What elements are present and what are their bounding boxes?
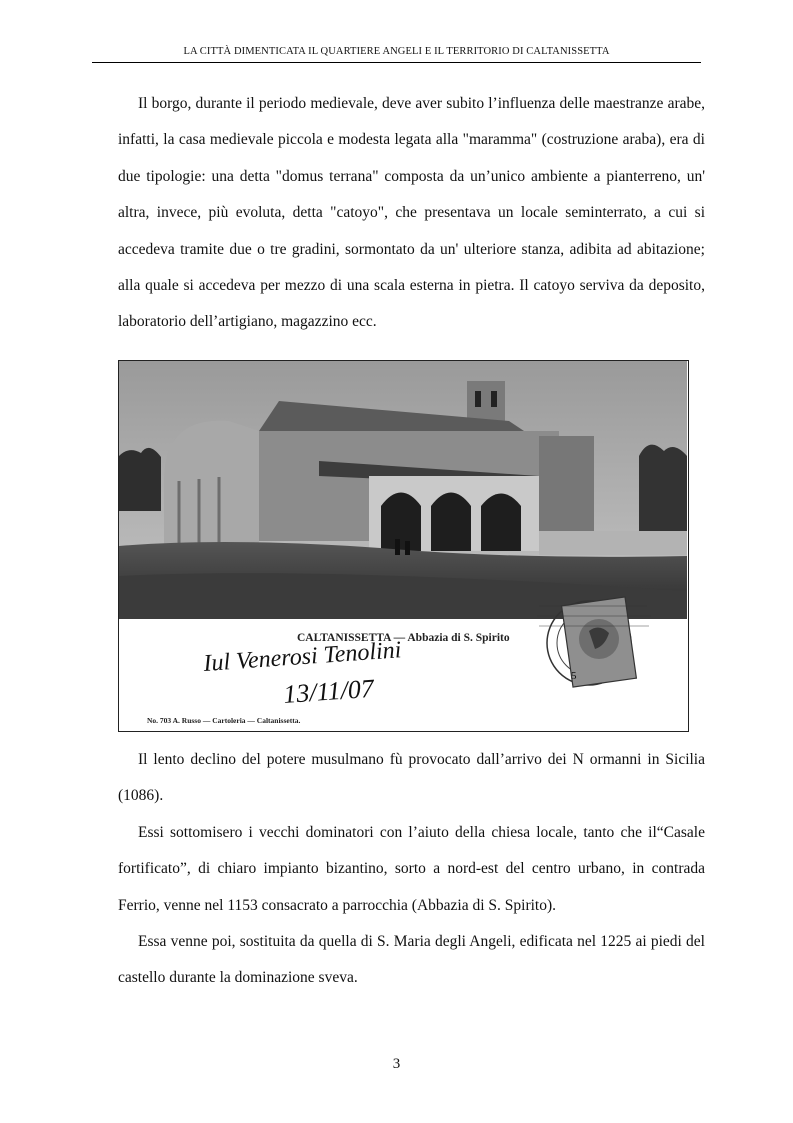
header-rule: [92, 62, 701, 63]
paragraph-borgo-medievale: Il borgo, durante il periodo medievale, deve aver subito l’influenza delle maestranze arabe, infatti, la casa medievale piccola e modesta legata alla "maramma" (costruzione araba), era di due tipologie: una detta "domus terrana" composta da un’unico ambiente a pianterreno, un' altra, invece, più evoluta, detta "catoyo", che presentava un locale seminterrato, a cui si accedeva tramite due o tre gradini, sormontato da un' ulteriore stanza, adibita ad abitazione; alla quale si accedeva per mezzo di una scala esterna in pietra. Il catoyo serviva da deposito, laboratorio dell’artigiano, magazzino ecc.: [118, 95, 705, 331]
page-number: 3: [392, 1056, 401, 1072]
postcard-publisher-line: No. 703 A. Russo — Cartoleria — Caltanissetta.: [147, 716, 301, 725]
postcard-photo: [119, 361, 687, 619]
paragraph-casale-fortificato: Essi sottomisero i vecchi dominatori con l’aiuto della chiesa locale, tanto che il“Casale fortificato”, di chiaro impianto bizantino, sorto a nord-est del centro urbano, in contrada Ferrio, venne nel 1153 consacrato a parrocchia (Abbazia di S. Spirito).: [118, 824, 705, 914]
postcard-handwriting-date: 13/11/07: [282, 673, 375, 709]
running-header: LA CITTÀ DIMENTICATA IL QUARTIERE ANGELI E IL TERRITORIO DI CALTANISSETTA: [183, 46, 610, 57]
postcard-abbazia-s-spirito: [118, 360, 689, 732]
paragraph-santa-maria-angeli: Essa venne poi, sostituita da quella di S. Maria degli Angeli, edificata nel 1225 ai piedi del castello durante la dominazione sveva.: [118, 933, 705, 987]
postcard-caption: CALTANISSETTA — Abbazia di S. Spirito: [297, 632, 510, 644]
postcard-handwriting-name: Iul Venerosi Tenolini: [202, 637, 403, 677]
stamp-value: 5: [571, 670, 577, 682]
paragraph-declino-musulmano: Il lento declino del potere musulmano fù provocato dall’arrivo dei N ormanni in Sicilia (1086).: [118, 751, 705, 805]
